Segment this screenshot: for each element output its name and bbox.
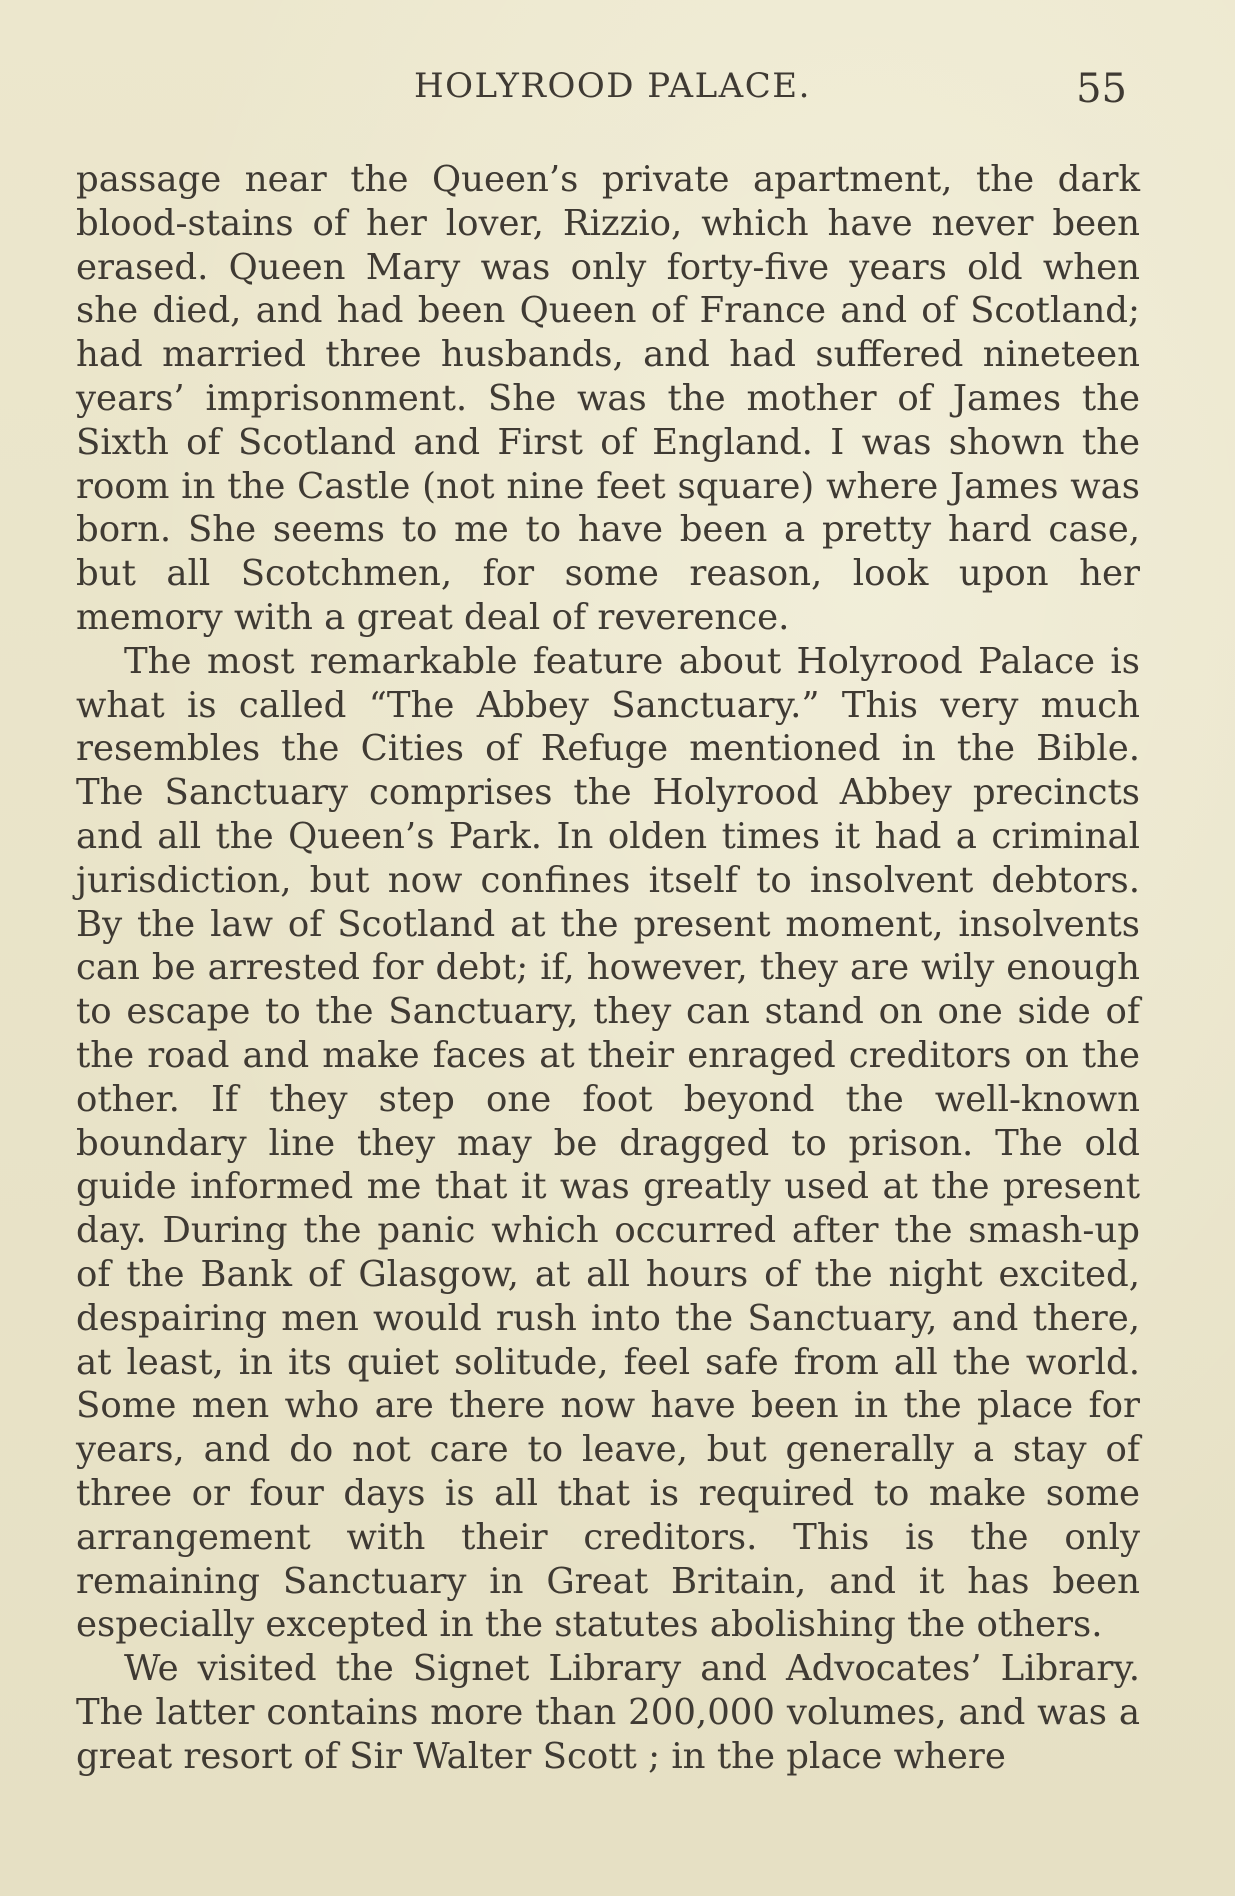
paragraph-abbey-sanctuary: The most remarkable feature about Holyrood Palace is what is called “The Abbey Sanctuary.” This very much resembles the Cities of Refuge mentioned in the Bible. The Sanctuary comprises the Holyrood Abbey precincts and all the Queen’s Park. In olden times it had a criminal jurisdiction, but now confines itself to insolvent debtors. By the law of Scotland at the present moment, insolvents can be arrested for debt; if, however, they are wily enough to escape to the Sanctuary, they can stand on one side of the road and make faces at their enraged creditors on the other. If they step one foot beyond the well-known boundary line they may be dragged to prison. The old guide informed me that it was greatly used at the present day. During the panic which occurred after the smash-up of the Bank of Glasgow, at all hours of the night excited, despairing men would rush into the Sanctuary, and there, at least, in its quiet solitude, feel safe from all the world. Some men who are there now have been in the place for years, and do not care to leave, but generally a stay of three or four days is all that is required to make some arrangement with their creditors. This is the only remaining Sanctuary in Great Britain, and it has been especially excepted in the statutes abolishing the others. — [76, 640, 1140, 1646]
page-body — [76, 158, 1140, 1778]
page-number: 55 — [1076, 66, 1127, 112]
paragraph-libraries: We visited the Signet Library and Advocates’ Library. The latter contains more than 200,000 volumes, and was a great resort of Sir Walter Scott ; in the place where — [76, 1648, 1140, 1777]
page-header — [0, 66, 1235, 122]
running-title: HOLYROOD PALACE. — [414, 66, 811, 106]
paragraph-continued: passage near the Queen’s private apartment, the dark blood-stains of her lover, Rizzio, which have never been erased. Queen Mary was only forty-five years old when she died, and had been Queen of France and of Scotland; had married three husbands, and had suffered nineteen years’ imprisonment. She was the mother of James the Sixth of Scotland and First of England. I was shown the room in the Castle (not nine feet square) where James was born. She seems to me to have been a pretty hard case, but all Scotchmen, for some reason, look upon her memory with a great deal of reverence. — [76, 159, 1140, 638]
